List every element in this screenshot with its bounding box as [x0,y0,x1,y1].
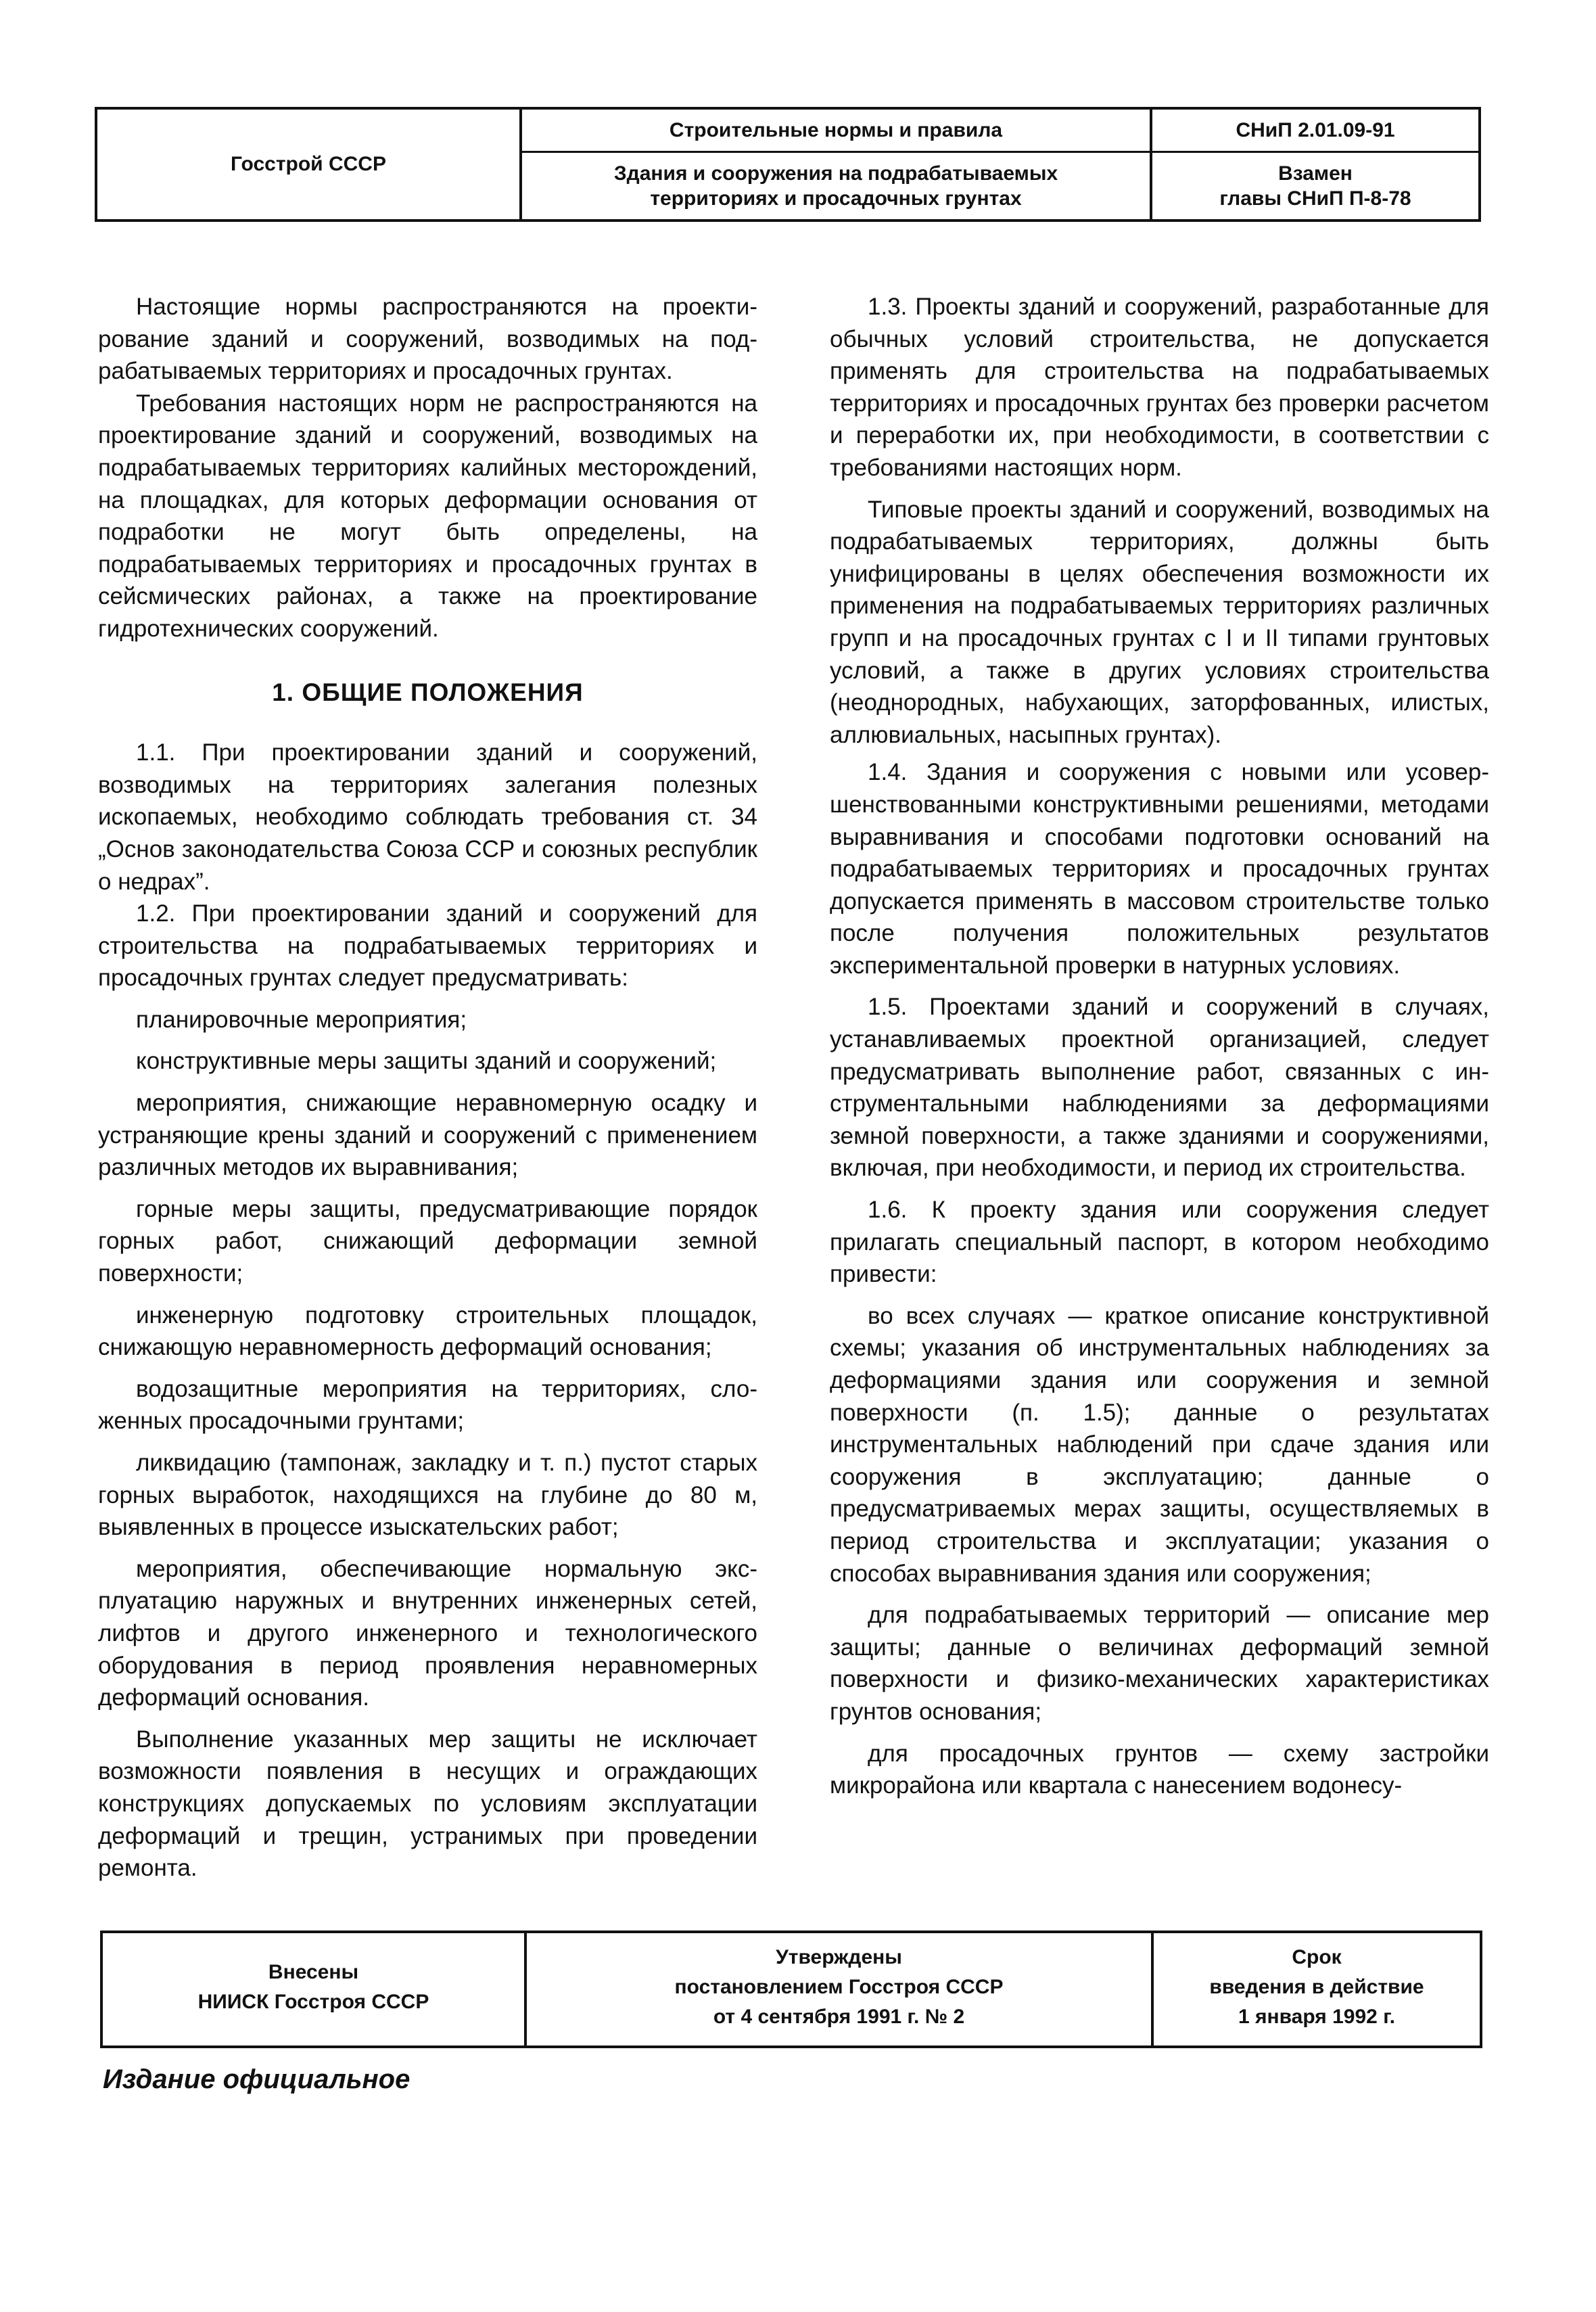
footer-table [100,1930,1482,2048]
clause-1-3-continued: Типовые проекты зданий и сооружений, возводимых на подрабатываемых территориях, должны быть унифицированы в целях обеспечения возможности их применения на подрабатываемых территориях различных групп и на просадочных грунтах с I и II типами грунтовых условий, а также в других условиях строительства (неоднородных, набухающих, заторфованных, илистых, аллювиальных, насыпных грунтах). [830,496,1489,748]
clause-1-4: 1.4. Здания и сооружения с новыми или усовершенствованными конструктивными решениями, методами выравнивания и способами подготовки оснований на подрабатываемых территориях и просадочных грунтах допускается применять в массовом строительстве только после получения положительных результатов экспериментальной проверки в натурных условиях. [830,759,1489,979]
header-title-line2: территориях и просадочных грунтах [650,187,1022,210]
clause-1-5: 1.5. Проектами зданий и сооружений в случаях, устанавливаемых проектной организацией, следует предусматривать выполнение работ, связанных с инструментальными наблюдениями за деформациями земной поверхности, а также зданиями и сооружениями, включая, при необходимости, и период их строительства. [830,994,1489,1182]
list-item: мероприятия, снижающие неравномерную осадку и устраняющие крены зданий и сооружений с применением различных методов их выравнивания; [98,1090,757,1181]
footer-introduced [103,1933,524,2045]
clause-1-3: 1.3. Проекты зданий и сооружений, разработанные для обычных условий строительства, не допускается применять для строительства на подрабатываемых территориях и просадочных грунтах без проверки расчетом и переработки их, при необходимости, в соответствии с требованиями настоящих норм. [830,294,1489,481]
header-doc-type: Строительные нормы и правила [522,110,1152,153]
list-item: водозащитные мероприятия на территориях, сложенных просадочными грунтами; [98,1375,757,1435]
closing-paragraph: Выполнение указанных мер защиты не исключает возможности появления в несущих и ограждающих конструкциях допускаемых по условиям эксплуатации деформаций и трещин, устранимых при проведении ремонта. [98,1726,757,1882]
passport-case-general: во всех случаях — краткое описание конструктивной схемы; указания об инструментальных наблюдениях за деформациями здания или сооружения и земной поверхности (п. 1.5); данные о результатах инструментальных наблюдений при сдаче здания или сооружения в эксплуатацию; данные о предусматриваемых мерах защиты, осуществляемых в период строительства и эксплуатации; указания о способах выравнивания здания или сооружения; [830,1302,1489,1587]
passport-case-subsiding: для просадочных грунтов — схему застройки микрорайона или квартала с нанесением водонесу- [830,1740,1489,1799]
clause-1-6: 1.6. К проекту здания или сооружения следует прилагать специальный паспорт, в котором необходимо привести: [830,1197,1489,1288]
header-replaces [1152,153,1478,219]
clause-1-1: 1.1. При проектировании зданий и сооружений, возводимых на территориях залегания полезных ископаемых, необходимо соблюдать требования ст. 34 „Основ законодательства Союза ССР и союзных республик о недрах”. [98,739,757,895]
footer-effective-label: Срок [1292,1946,1342,1968]
header-title [522,153,1152,219]
footer-approved [524,1933,1151,2045]
header-title-line1: Здания и сооружения на подрабатываемых [613,162,1058,185]
clause-1-2: 1.2. При проектировании зданий и сооружений для строительства на подрабатываемых территориях и просадочных грунтах следует предусматривать: [98,900,757,992]
footer-approved-by: постановлением Госстроя СССР [674,1976,1004,1998]
list-item: планировочные мероприятия; [136,1006,467,1033]
list-item: инженерную подготовку строительных площадок, снижающую неравномерность деформаций основания; [98,1301,757,1361]
footer-introduced-by: НИИСК Госстроя СССР [197,1991,429,2013]
footer-effective-date: 1 января 1992 г. [1238,2006,1396,2028]
edition-note: Издание официальное [103,2064,410,2094]
footer-effective-label2: введения в действие [1209,1976,1424,1998]
list-item: ликвидацию (тампонаж, закладку и т. п.) пустот старых горных выработок, находящихся на глубине до 80 м, выявленных в процессе изыскательских работ; [98,1450,757,1541]
header-doc-number: СНиП 2.01.09-91 [1152,110,1478,153]
header-organization: Госстрой СССР [97,110,522,219]
list-item: горные меры защиты, предусматривающие порядок горных работ, снижающий деформации земной поверхности; [98,1195,757,1287]
intro-paragraph-2: Требования настоящих норм не распространяются на проектирование зданий и сооружений, возводимых на подрабатываемых территориях калийных месторождений, на площадках, для которых деформации основания от подработки не могут быть определены, на подрабатываемых территориях и просадочных грунтах в сейсмических районах, а также на проектирование гидротехнических сооружений. [98,390,757,642]
passport-case-undermined: для подрабатываемых территорий — описание мер защиты; данные о величинах деформаций земной поверхности и физико-механических характеристиках грунтов основания; [830,1602,1489,1725]
footer-approved-date: от 4 сентября 1991 г. № 2 [713,2006,965,2028]
right-column [830,291,1489,1802]
header-table [95,107,1481,222]
footer-introduced-label: Внесены [268,1961,359,1983]
section-title: 1. ОБЩИЕ ПОЛОЖЕНИЯ [272,678,584,706]
footer-approved-label: Утверждены [776,1946,902,1968]
left-column [98,291,757,1885]
list-item: конструктивные меры защиты зданий и сооружений; [136,1048,717,1075]
footer-effective [1151,1933,1480,2045]
header-replaces-line2: главы СНиП П-8-78 [1219,187,1411,210]
list-item: мероприятия, обеспечивающие нормальную эксплуатацию наружных и внутренних инженерных сетей, лифтов и другого инженерного и технологического оборудования в период проявления неравномерных деформаций основания. [98,1555,757,1711]
intro-paragraph-1: Настоящие нормы распространяются на проектирование зданий и сооружений, возводимых на подрабатываемых территориях и просадочных грунтах. [98,294,757,385]
header-replaces-line1: Взамен [1278,162,1353,185]
